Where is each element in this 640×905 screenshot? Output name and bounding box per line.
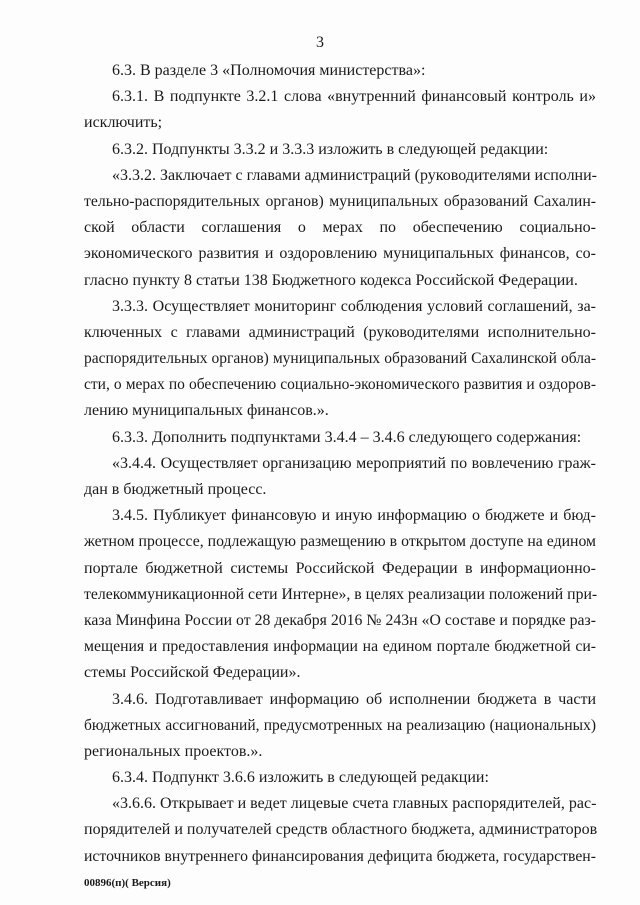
text-line-content: гласно пункту 8 статьи 138 Бюджетного кодекса Российской Федерации.: [84, 271, 578, 289]
text-line: [84, 425, 596, 451]
text-line: [84, 110, 596, 136]
text-line: [84, 241, 596, 267]
text-line-content: порядителей и получателей средств областного бюджета, администраторов: [84, 821, 598, 839]
text-line: [84, 765, 596, 791]
text-line-content: лению муниципальных финансов.».: [84, 402, 329, 420]
text-line-content: 3.4.5. Публикует финансовую и иную информацию о бюджете и бюд-: [112, 507, 596, 525]
text-line: [84, 346, 596, 372]
text-line-content: ключенных с главами администраций (руководителями исполнительно-: [84, 323, 596, 341]
page-number: 3: [316, 34, 324, 51]
text-line-content: 6.3.3. Дополнить подпунктами 3.4.4 – 3.4.6 следующего содержания:: [112, 428, 582, 446]
text-line: [84, 189, 596, 215]
text-line: [84, 294, 596, 320]
text-line: [84, 137, 596, 163]
text-line-content: ской области соглашения о мерах по обеспечению социально-: [84, 219, 596, 237]
text-line: [84, 556, 596, 582]
document-body: [84, 58, 596, 870]
text-line: [84, 634, 596, 660]
text-line-content: «3.6.6. Открывает и ведет лицевые счета главных распорядителей, рас-: [112, 795, 597, 813]
text-line-content: телекоммуникационной сети Интерне», в целях реализации положений при-: [84, 585, 598, 603]
text-line: [84, 582, 596, 608]
text-line-content: бюджетных ассигнований, предусмотренных на реализацию (национальных): [84, 716, 596, 734]
text-line-content: тельно-распорядительных органов) муниципальных образований Сахалин-: [84, 192, 596, 210]
text-line: [84, 529, 596, 555]
text-line-content: дан в бюджетный процесс.: [84, 481, 267, 498]
text-line: [84, 817, 596, 843]
text-line: [84, 84, 596, 110]
text-line-content: сти, о мерах по обеспечению социально-экономического развития и оздоров-: [84, 376, 596, 394]
text-line-content: «3.4.4. Осуществляет организацию мероприятий по вовлечению граж-: [112, 454, 596, 472]
text-line: [84, 660, 596, 686]
text-line: [84, 844, 596, 870]
text-line: [84, 372, 596, 398]
text-line-content: источников внутреннего финансирования дефицита бюджета, государствен-: [84, 847, 596, 865]
text-line-content: 6.3.4. Подпункт 3.6.6 изложить в следующей редакции:: [112, 769, 489, 787]
text-line-content: 3.3.3. Осуществляет мониторинг соблюдения условий соглашений, за-: [112, 297, 596, 315]
text-line-content: 6.3.1. В подпункте 3.2.1 слова «внутренний финансовый контроль и»: [112, 88, 596, 106]
text-line: [84, 451, 596, 477]
text-line-content: портале бюджетной системы Российской Федерации в информационно-: [84, 559, 596, 577]
text-line: [84, 268, 596, 294]
text-line-content: исключить;: [84, 114, 163, 132]
text-line-content: 3.4.6. Подготавливает информацию об исполнении бюджета в части: [112, 690, 596, 708]
text-line: [84, 687, 596, 713]
text-line: [84, 791, 596, 817]
text-line: [84, 398, 596, 424]
text-line-content: «3.3.2. Заключает с главами администраций (руководителями исполни-: [112, 166, 598, 184]
document-footer-code: 00896(п)( Версия): [84, 877, 171, 889]
text-line: [84, 477, 596, 503]
text-line-content: каза Минфина России от 28 декабря 2016 № 243н «О составе и порядке раз-: [84, 611, 596, 629]
text-line-content: мещения и предоставления информации на едином портале бюджетной си-: [84, 638, 596, 656]
text-line-content: стемы Российской Федерации».: [84, 664, 301, 682]
text-line-content: распорядительных органов) муниципальных образований Сахалинской обла-: [84, 350, 596, 368]
text-line-content: экономического развития и оздоровлению муниципальных финансов, со-: [84, 245, 596, 263]
text-line-content: 6.3.2. Подпункты 3.3.2 и 3.3.3 изложить в следующей редакции:: [112, 140, 549, 158]
text-line: [84, 58, 596, 84]
text-line: [84, 215, 596, 241]
text-line-content: жетном процессе, подлежащую размещению в открытом доступе на едином: [84, 533, 596, 551]
text-line: [84, 608, 596, 634]
text-line: [84, 713, 596, 739]
text-line: [84, 739, 596, 765]
text-line-content: 6.3. В разделе 3 «Полномочия министерства»:: [112, 62, 426, 79]
text-line-content: региональных проектов.».: [84, 742, 263, 760]
text-line: [84, 503, 596, 529]
text-line: [84, 163, 596, 189]
text-line: [84, 320, 596, 346]
